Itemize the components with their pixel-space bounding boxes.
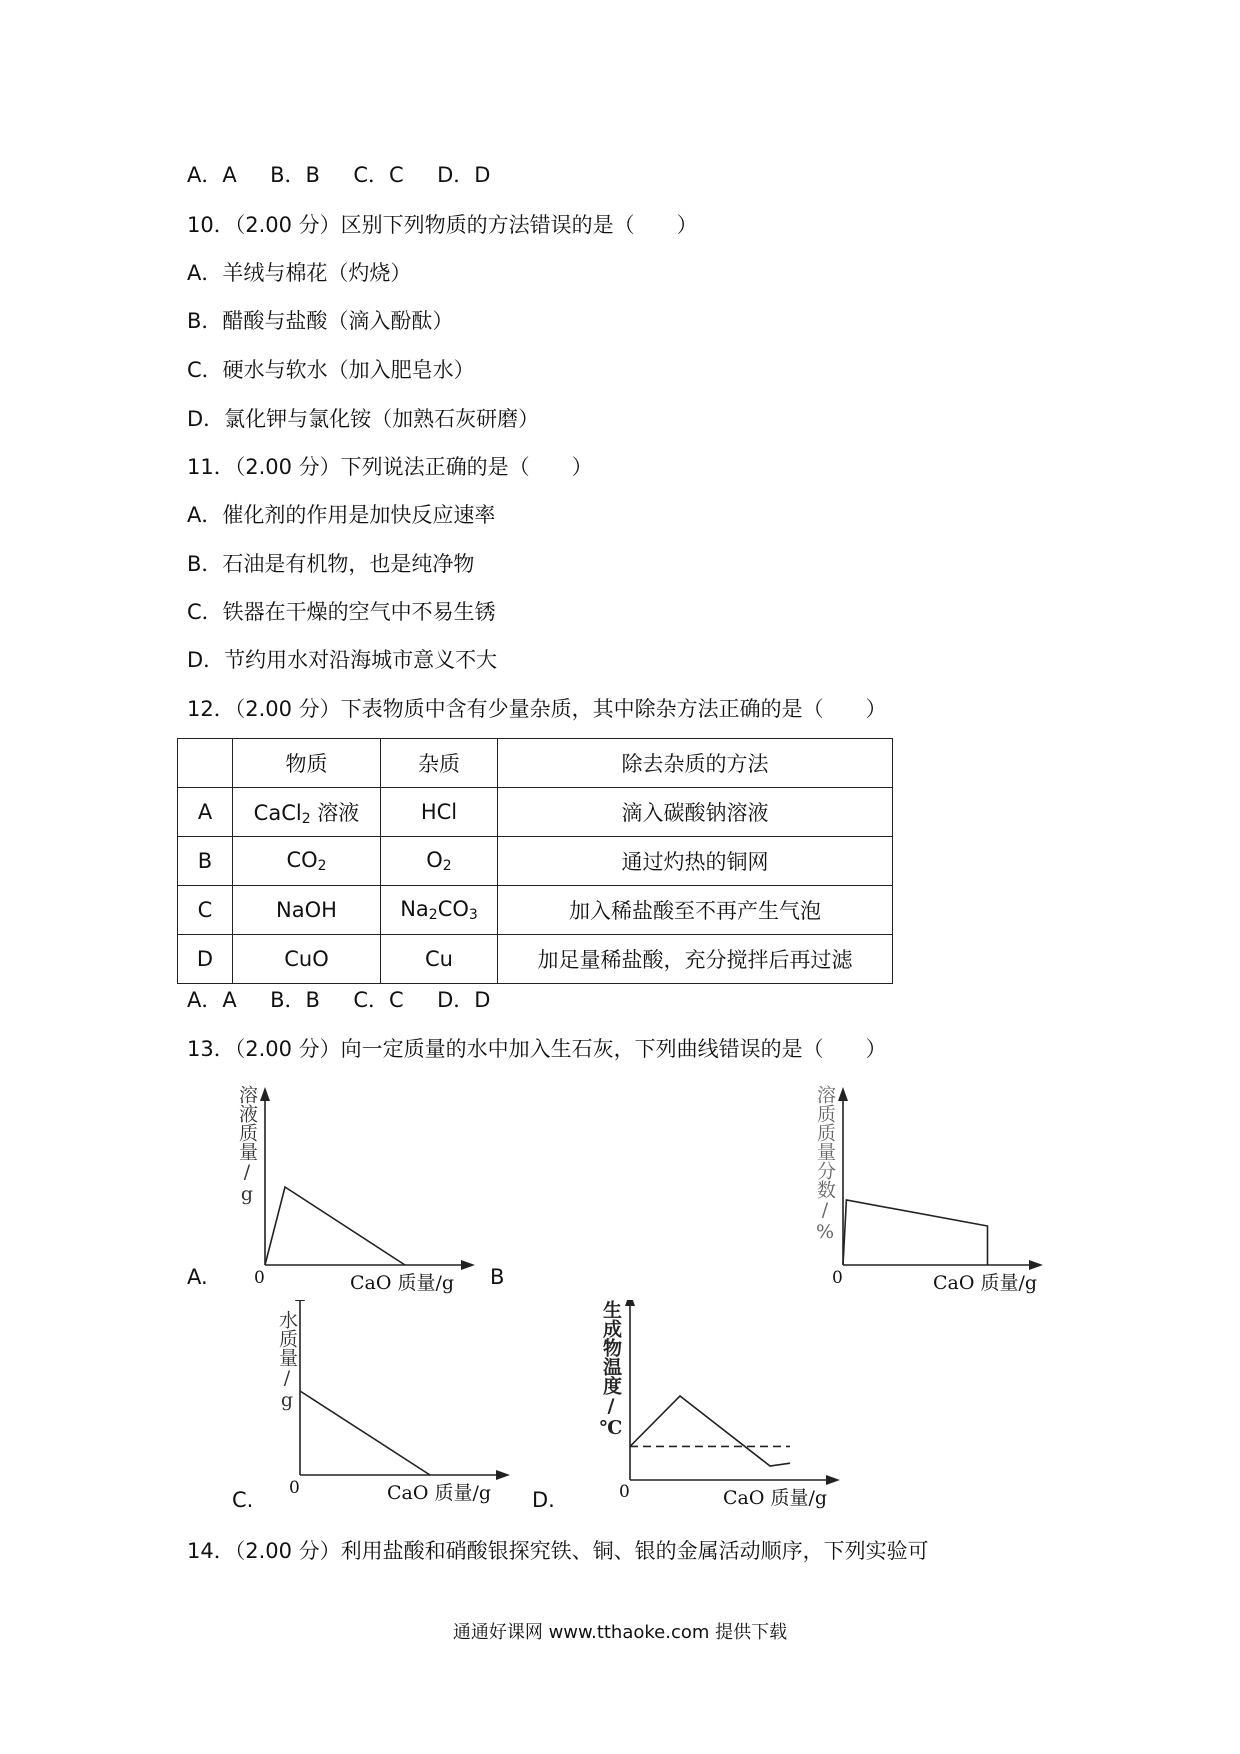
series-line: [300, 1391, 430, 1475]
impurity-cell: $O_2$: [381, 837, 498, 886]
q11-stem: 11．（2.00 分）下列说法正确的是（ ）: [187, 455, 593, 479]
row-label: A: [178, 788, 233, 837]
impurity-cell: HCl: [381, 788, 498, 837]
x-axis-arrow: [496, 1470, 510, 1480]
graph-d-ylabel: 生成物温度/℃: [600, 1300, 622, 1439]
table-header: 除去杂质的方法: [498, 739, 893, 788]
graph-a-ylabel: 溶液质量/g: [236, 1085, 258, 1205]
graph-b-label: B: [490, 1265, 505, 1289]
graph-d-plot: [625, 1300, 840, 1485]
impurity-cell: Cu: [381, 935, 498, 984]
q9-options: [187, 160, 490, 190]
option-c: C．C: [353, 988, 404, 1012]
q10-stem: 10．（2.00 分）区别下列物质的方法错误的是（ ）: [187, 213, 698, 237]
option-b: B．B: [270, 988, 320, 1012]
method-cell: 通过灼热的铜网: [498, 837, 893, 886]
q12-options: [187, 985, 490, 1015]
row-label: C: [178, 886, 233, 935]
table-row: [178, 935, 893, 984]
graph-c-label: C.: [232, 1488, 254, 1512]
x-axis-arrow: [826, 1475, 840, 1485]
y-axis-arrow: [260, 1087, 270, 1101]
substance-cell: CuO: [233, 935, 381, 984]
graph-a-label: A.: [187, 1265, 208, 1289]
graph-a: [230, 1085, 500, 1300]
y-axis-arrow: [838, 1087, 848, 1101]
graph-c-origin: 0: [289, 1478, 300, 1498]
method-cell: 滴入碳酸钠溶液: [498, 788, 893, 837]
q11-option-c: C．铁器在干燥的空气中不易生锈: [187, 600, 496, 624]
q13-stem: 13．（2.00 分）向一定质量的水中加入生石灰，下列曲线错误的是（ ）: [187, 1037, 887, 1061]
graph-c-plot: [295, 1300, 510, 1480]
option-a: A．A: [187, 163, 237, 187]
q10-option-b: B．醋酸与盐酸（滴入酚酞）: [187, 309, 454, 333]
row-label: B: [178, 837, 233, 886]
graph-d-xlabel: CaO 质量/g: [723, 1487, 828, 1509]
graph-b-xlabel: CaO 质量/g: [933, 1272, 1038, 1294]
method-cell: 加足量稀盐酸，充分搅拌后再过滤: [498, 935, 893, 984]
graph-c-ylabel: 水质量/g: [276, 1310, 298, 1411]
graph-b-plot: [838, 1087, 1043, 1270]
q10-option-d: D．氯化钾与氯化铵（加熟石灰研磨）: [187, 407, 540, 431]
graph-a-xlabel: CaO 质量/g: [350, 1272, 455, 1294]
graph-c-xlabel: CaO 质量/g: [387, 1482, 492, 1504]
table-row: [178, 886, 893, 935]
option-a: A．A: [187, 988, 237, 1012]
graph-c: [265, 1300, 515, 1510]
option-b: B．B: [270, 163, 320, 187]
option-d: D．D: [437, 988, 491, 1012]
q10-option-a: A．羊绒与棉花（灼烧）: [187, 261, 412, 285]
graph-b: [808, 1085, 1058, 1300]
impurity-table: [177, 738, 893, 984]
option-d: D．D: [437, 163, 491, 187]
series-line: [630, 1396, 790, 1466]
graph-d: [595, 1300, 855, 1510]
substance-cell: $CO_2$: [233, 837, 381, 886]
graph-d-origin: 0: [619, 1482, 630, 1502]
table-header: 杂质: [381, 739, 498, 788]
x-axis-arrow: [461, 1260, 475, 1270]
table-header-row: [178, 739, 893, 788]
graph-a-origin: 0: [254, 1268, 265, 1288]
graph-b-origin: 0: [832, 1268, 843, 1288]
footer: 通通好课网 www.tthaoke.com 提供下载: [452, 1622, 788, 1643]
row-label: D: [178, 935, 233, 984]
impurity-cell: $Na_2CO_3$: [381, 886, 498, 935]
series-line: [843, 1200, 988, 1265]
substance-cell: NaOH: [233, 886, 381, 935]
y-axis-arrow: [295, 1300, 305, 1301]
q14-stem: 14．（2.00 分）利用盐酸和硝酸银探究铁、铜、银的金属活动顺序，下列实验可: [187, 1539, 929, 1563]
q11-option-b: B．石油是有机物，也是纯净物: [187, 552, 475, 576]
q11-option-a: A．催化剂的作用是加快反应速率: [187, 503, 496, 527]
table-header: 物质: [233, 739, 381, 788]
table-row: [178, 788, 893, 837]
method-cell: 加入稀盐酸至不再产生气泡: [498, 886, 893, 935]
graph-b-ylabel: 溶质质量分数/%: [814, 1085, 836, 1243]
q10-option-c: C．硬水与软水（加入肥皂水）: [187, 358, 475, 382]
graph-d-label: D.: [532, 1488, 555, 1512]
option-c: C．C: [353, 163, 404, 187]
table-row: [178, 837, 893, 886]
q12-stem: 12．（2.00 分）下表物质中含有少量杂质，其中除杂方法正确的是（ ）: [187, 697, 887, 721]
substance-cell: CaCl$_2$ 溶液: [233, 788, 381, 837]
q11-option-d: D．节约用水对沿海城市意义不大: [187, 648, 498, 672]
y-axis-arrow: [625, 1300, 635, 1306]
graph-a-plot: [260, 1087, 475, 1270]
series-line: [265, 1187, 405, 1265]
table-header: [178, 739, 233, 788]
